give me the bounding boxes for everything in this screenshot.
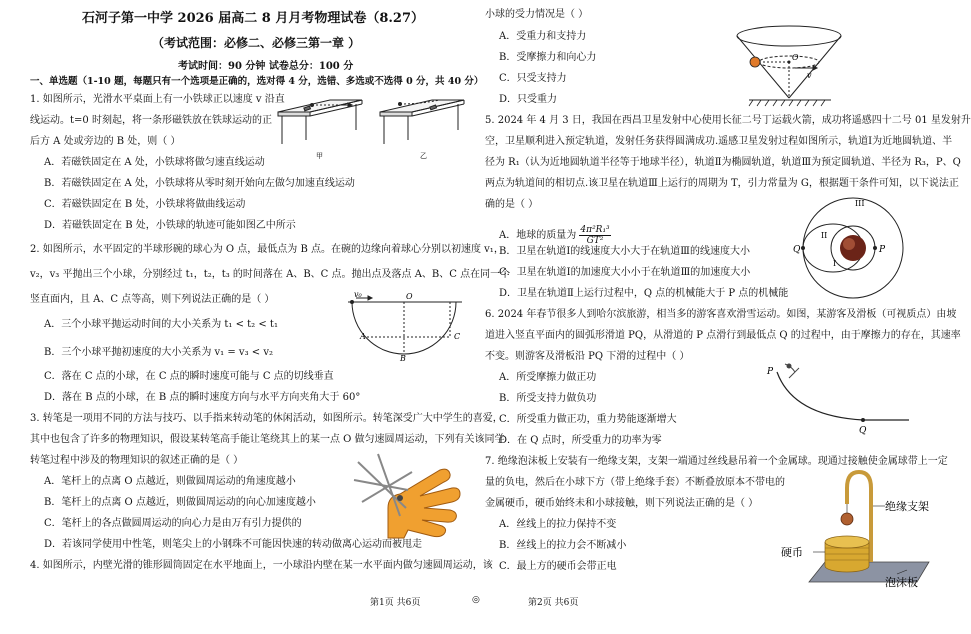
page-title: 石河子第一中学 2026 届高二 8 月月考物理试卷（8.27） — [82, 11, 424, 26]
q2-label-c: C — [454, 332, 461, 341]
q4-stem: 小球的受力情况是（ ） — [485, 9, 589, 20]
q2-figure — [342, 290, 472, 362]
q3-stem: 转笔过程中涉及的物理知识的叙述正确的是（ ） — [30, 455, 244, 466]
q4-option-d: D．只受重力 — [499, 94, 558, 105]
q6-option-d: D．在 Q 点时，所受重力的功率为零 — [499, 435, 662, 446]
q4-cone-figure — [735, 22, 845, 110]
q5-option-c: C．卫星在轨道Ⅰ的加速度大小小于在轨道Ⅲ的加速度大小 — [499, 267, 751, 278]
q5-label-orbit-2: II — [821, 231, 828, 240]
q1-figure — [270, 92, 470, 162]
q4-option-c: C．只受支持力 — [499, 73, 567, 84]
page-number-right: 第2页 共6页 — [528, 598, 579, 608]
q4-stem: 4. 如图所示，内壁光滑的锥形圆筒固定在水平地面上，一小球沿内壁在某一水平面内做匀速圆周运动，该 — [30, 560, 493, 571]
q5-fraction-numerator: 4π²R₁³ — [580, 225, 610, 235]
q2-stem: 2. 如图所示，水平固定的半球形碗的球心为 O 点，最低点为 B 点。在碗的边缘向着球心分别以初速度 v₁， — [30, 244, 504, 255]
q1-option-a: A．若磁铁固定在 A 处，小铁球将做匀速直线运动 — [44, 157, 265, 168]
q1-stem: 线运动。t=0 时刻起，将一条形磁铁放在铁球运动的正 — [30, 115, 272, 126]
q3-option-d: D．若该同学使用中性笔，则笔尖上的小钢珠不可能因快速的转动做离心运动而被甩走 — [44, 539, 423, 550]
q7-stem: 金属硬币，硬币始终未和小球接触，则下列说法正确的是（ ） — [485, 498, 759, 509]
q3-stem: 3. 转笔是一项用不同的方法与技巧、以手指来转动笔的休闲活动，如图所示。转笔深受广大中学生的喜爱， — [30, 413, 503, 424]
q1-stem: 1. 如图所示，光滑水平桌面上有一小铁球正以速度 v 沿直 — [30, 94, 285, 105]
q5-label-p: P — [879, 245, 886, 255]
q1-option-b: B．若磁铁固定在 A 处，小铁球将从零时刻开始向左做匀加速直线运动 — [44, 178, 355, 189]
q5-label-orbit-3: III — [855, 199, 865, 208]
q6-stem: 不变。则游客及滑板沿 PQ 下滑的过程中（ ） — [485, 351, 690, 362]
q2-label-a: A — [360, 332, 366, 341]
q7-option-a: A．丝线上的拉力保持不变 — [499, 519, 617, 530]
q6-option-a: A．所受摩擦力做正功 — [499, 372, 597, 383]
q5-label-q: Q — [793, 245, 801, 255]
q1-figure-label-yi: 乙 — [420, 152, 427, 160]
q7-label-foam: 泡沫板 — [885, 576, 918, 589]
q5-stem: 5. 2024 年 4 月 3 日，我国在西昌卫星发射中心使用长征二号丁运载火箭，成功将遥感四十二号 01 星发射升 — [485, 115, 971, 126]
q2-option-b: B．三个小球平抛初速度的大小关系为 v₁ = v₃ < v₂ — [44, 347, 273, 358]
q6-label-q: Q — [859, 426, 867, 436]
q4-label-v: v — [807, 71, 812, 80]
q7-option-c: C．最上方的硬币会带正电 — [499, 561, 617, 572]
q2-option-a: A．三个小球平抛运动时间的大小关系为 t₁ < t₂ < t₁ — [44, 319, 278, 330]
q1-figure-label-jia: 甲 — [316, 152, 323, 160]
q1-option-d: D．若磁铁固定在 B 处，小铁球的轨迹可能如图乙中所示 — [44, 220, 296, 231]
q2-stem: 竖直面内，且 A、C 点等高，则下列说法正确的是（ ） — [30, 294, 275, 305]
q6-stem: 6. 2024 年春节很多人到哈尔滨旅游，相当多的游客喜欢滑雪运动。如图，某游客及滑板（可视质点）由坡 — [485, 309, 957, 320]
q3-option-c: C．笔杆上的各点做圆周运动的向心力是由万有引力提供的 — [44, 518, 302, 529]
q7-apparatus-figure — [781, 466, 935, 589]
exam-time-score: 考试时间：90 分钟 试卷总分：100 分 — [178, 61, 354, 72]
q3-hand-pen-figure — [348, 450, 466, 542]
page-number-left: 第1页 共6页 — [370, 598, 421, 608]
q3-stem: 其中也包含了许多的物理知识，假设某转笔高手能让笔绕其上的某一点 O 做匀速圆周运动，下列有关该同学 — [30, 434, 505, 445]
q5-option-b: B．卫星在轨道Ⅰ的线速度大小大于在轨道Ⅲ的线速度大小 — [499, 246, 750, 257]
q4-option-a: A．受重力和支持力 — [499, 31, 587, 42]
q7-option-b: B．丝线上的拉力会不断减小 — [499, 540, 627, 551]
q5-stem: 空，卫星顺利进入预定轨道，发射任务获得圆满成功.遥感卫星发射过程如图所示，轨道Ⅰ为近地圆轨道、半 — [485, 136, 953, 147]
q6-option-b: B．所受支持力做负功 — [499, 393, 597, 404]
q6-slope-figure — [763, 360, 913, 436]
q1-stem: 后方 A 处或旁边的 B 处，则（ ） — [30, 136, 181, 147]
q5-stem: 确的是（ ） — [485, 199, 539, 210]
q2-stem: v₂，v₃ 平抛出三个小球，分别经过 t₁，t₂，t₃ 的时间落在 A、B、C 点。抛出点及落点 A、B、C 点在同一个 — [30, 269, 511, 280]
q4-option-b: B．受摩擦力和向心力 — [499, 52, 597, 63]
q7-stem: 7. 绝缘泡沫板上安装有一绝缘支架，支架一端通过丝线悬吊着一个金属球。现通过接触使金属球带上一定 — [485, 456, 948, 467]
q5-label-orbit-1: I — [833, 259, 837, 268]
q5-orbit-figure — [793, 194, 915, 304]
page-separator: ◎ — [472, 595, 480, 605]
q7-label-stand: 绝缘支架 — [885, 500, 929, 513]
q7-label-coin: 硬币 — [781, 546, 803, 559]
q2-label-b: B — [400, 354, 406, 363]
q2-label-o: O — [406, 292, 413, 301]
q7-stem: 量的负电，然后在小球下方（带上绝缘手套）不断叠放原本不带电的 — [485, 477, 785, 488]
q4-label-o: O — [792, 53, 799, 62]
q3-option-a: A．笔杆上的点离 O 点越近，则做圆周运动的角速度越小 — [44, 476, 296, 487]
q3-option-b: B．笔杆上的点离 O 点越近，则做圆周运动的向心加速度越小 — [44, 497, 316, 508]
section-heading: 一、单选题（1-10 题，每题只有一个选项是正确的，选对得 4 分，选错、多选或不选得 0 分，共 40 分） — [30, 76, 484, 87]
q1-option-c: C．若磁铁固定在 B 处，小铁球将做曲线运动 — [44, 199, 246, 210]
q5-stem: 径为 R₁（认为近地圆轨道半径等于地球半径），轨道Ⅱ为椭圆轨道，轨道Ⅲ为预定圆轨道、半径为 R₃，P、Q — [485, 157, 961, 168]
q5-stem: 两点为轨道间的相切点.该卫星在轨道Ⅲ上运行的周期为 T，引力常量为 G，根据题干条件可知，以下说法正 — [485, 178, 959, 189]
q5-fraction-denominator: GT² — [586, 236, 604, 246]
q2-option-d: D．落在 B 点的小球，在 B 点的瞬时速度方向与水平方向夹角大于 60° — [44, 392, 361, 403]
q5-option-a — [499, 225, 611, 246]
q6-label-p: P — [767, 367, 774, 377]
exam-scope: （考试范围：必修二、必修三第一章 ） — [152, 36, 361, 50]
q5-option-d: D．卫星在轨道Ⅱ上运行过程中，Q 点的机械能大于 P 点的机械能 — [499, 288, 789, 299]
q5-option-a-text: A．地球的质量为 — [499, 230, 577, 241]
q6-option-c: C．所受重力做正功，重力势能逐渐增大 — [499, 414, 677, 425]
q5-option-a-fraction — [579, 225, 610, 246]
q2-label-v0: v₀ — [354, 290, 362, 299]
q6-stem: 道进入竖直平面内的圆弧形滑道 PQ，从滑道的 P 点滑行到最低点 Q 的过程中，由于摩擦力的存在，其速率 — [485, 330, 961, 341]
q2-option-c: C．落在 C 点的小球，在 C 点的瞬时速度可能与 C 点的切线垂直 — [44, 371, 334, 382]
